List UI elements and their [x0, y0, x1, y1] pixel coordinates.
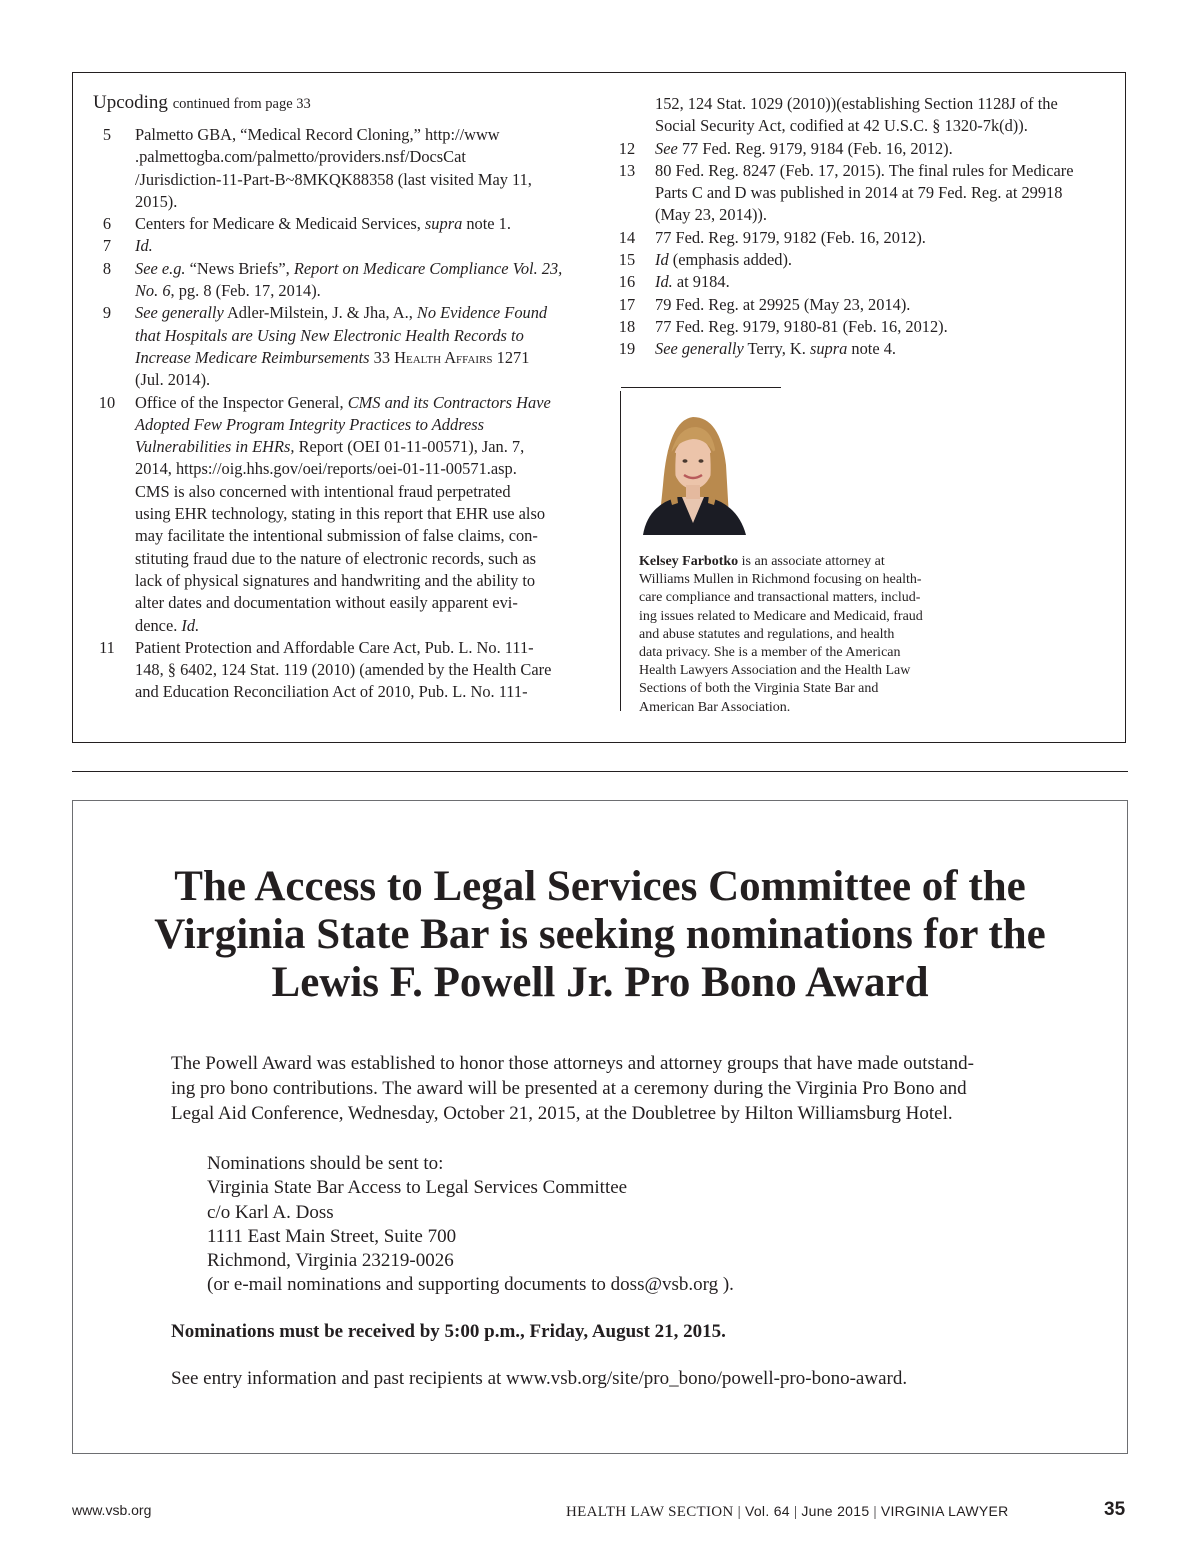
author-photo — [638, 405, 748, 535]
address-line: Virginia State Bar Access to Legal Services Committee — [207, 1177, 628, 1199]
endnote-text: Office of the Inspector General, CMS and its Contractors Have Adopted Few Program Integrity Practices to Address Vulnerabilities in EHRs, Report (OEI 01-11-00571), Jan. 7, 2014, https://oig.hhs.gov/oei/reports/oei-01-11-00571.asp. CMS is also concerned with intentional fraud perpetrated using EHR technology, stating in this report that EHR use also may facilitate the intentional submission of false claims, con- stituting fraud due to the nature of electronic records, such as lack of physical signatures and handwriting and the ability to alter dates and documentation without easily apparent evi- dence. Id. — [135, 392, 551, 635]
endnote-text: 79 Fed. Reg. at 29925 (May 23, 2014). — [655, 294, 911, 314]
endnote-text: Palmetto GBA, “Medical Record Cloning,” http://www .palmettogba.com/palmetto/providers.nsf/DocsCat /Jurisdiction-11-Part-B~8MKQK88358 (last visited May 11, 2015). — [135, 125, 532, 211]
endnote-9 — [93, 302, 598, 391]
endnote-15 — [613, 249, 1113, 271]
award-description-line: ing pro bono contributions. The award will be presented at a ceremony during the Virginia Pro Bono and — [171, 1078, 967, 1099]
endnote-number: 17 — [618, 294, 636, 314]
endnote-continuation: 152, 124 Stat. 1029 (2010))(establishing Section 1128J of the Social Security Act, codified at 42 U.S.C. § 1320-7k(d)). — [655, 94, 1058, 136]
endnote-number: 11 — [99, 637, 115, 657]
author-portrait-image — [638, 405, 748, 535]
nomination-address — [207, 1152, 734, 1298]
endnote-number: 6 — [102, 214, 112, 234]
endnotes-box — [72, 72, 1126, 743]
endnote-text: 80 Fed. Reg. 8247 (Feb. 17, 2015). The final rules for Medicare Parts C and D was published in 2014 at 79 Fed. Reg. at 29918 (May 23, 2014)). — [655, 160, 1074, 225]
endnote-18 — [613, 316, 1113, 338]
endnote-text: Id. at 9184. — [655, 272, 730, 292]
address-line: c/o Karl A. Doss — [207, 1201, 334, 1223]
endnotes-right-column — [613, 93, 1113, 361]
endnote-number: 13 — [618, 160, 636, 180]
endnote-11 — [93, 637, 598, 704]
award-title — [73, 863, 1127, 1007]
endnote-10 — [93, 392, 598, 637]
address-line: Nominations should be sent to: — [207, 1153, 444, 1174]
award-description-line: The Powell Award was established to honor those attorneys and attorney groups that have made outstand- — [171, 1053, 974, 1074]
endnote-13 — [613, 160, 1113, 227]
award-description-line: Legal Aid Conference, Wednesday, October 21, 2015, at the Doubletree by Hilton Williamsburg Hotel. — [171, 1103, 953, 1124]
footer-separator: | — [737, 1504, 741, 1520]
endnote-list-right — [613, 138, 1113, 361]
endnote-number: 18 — [618, 316, 636, 336]
endnote-number: 8 — [102, 258, 112, 278]
endnote-8 — [93, 258, 598, 303]
endnote-text: See e.g. “News Briefs”, Report on Medicare Compliance Vol. 23, No. 6, pg. 8 (Feb. 17, 2014). — [135, 258, 563, 301]
footer-separator: | — [873, 1504, 877, 1520]
endnote-text: Patient Protection and Affordable Care Act, Pub. L. No. 111- 148, § 6402, 124 Stat. 119 (2010) (amended by the Health Care and Education Reconciliation Act of 2010, Pub. L. No. 111- — [135, 637, 552, 702]
endnote-number: 5 — [102, 125, 112, 144]
endnote-19 — [613, 338, 1113, 360]
endnote-number: 14 — [618, 227, 636, 247]
footer-publication — [566, 1503, 1009, 1521]
footer-separator: | — [793, 1504, 798, 1520]
endnote-text: Id. — [135, 236, 153, 256]
footer-volume: Vol. 64 — [744, 1503, 790, 1519]
endnote-number: 19 — [618, 339, 636, 359]
section-divider — [72, 771, 1128, 772]
endnote-text: 77 Fed. Reg. 9179, 9180-81 (Feb. 16, 2012). — [655, 316, 948, 336]
endnote-12 — [613, 138, 1113, 160]
author-bio — [639, 553, 969, 717]
endnote-number: 7 — [102, 236, 112, 256]
bio-top-rule — [621, 387, 781, 388]
endnote-list-left — [93, 124, 598, 704]
footer-website: www.vsb.org — [72, 1502, 152, 1518]
endnote-text: Centers for Medicare & Medicaid Services, supra note 1. — [135, 214, 511, 234]
endnote-text: See 77 Fed. Reg. 9179, 9184 (Feb. 16, 2012). — [655, 138, 953, 158]
endnotes-left-column — [93, 91, 598, 704]
continued-note: continued from page 33 — [172, 96, 311, 112]
endnotes-heading — [93, 91, 598, 116]
endnote-number: 12 — [618, 138, 636, 158]
address-line: 1111 East Main Street, Suite 700 — [207, 1225, 457, 1247]
endnote-text: 77 Fed. Reg. 9179, 9182 (Feb. 16, 2012). — [655, 227, 926, 247]
address-line: (or e-mail nominations and supporting documents to doss@vsb.org ). — [207, 1274, 734, 1296]
endnote-number: 16 — [618, 272, 636, 292]
endnote-14 — [613, 227, 1113, 249]
author-bio-text: is an associate attorney at Williams Mullen in Richmond focusing on health- care compliance and transactional matters, includ- ing issues related to Medicare and Medicaid, fraud and abuse statutes and regulations, and health data privacy. She is a member of the American Health Lawyers Association and the Health Law Sections of both the Virginia State Bar and American Bar Association. — [639, 554, 923, 715]
endnote-17 — [613, 294, 1113, 316]
award-description — [171, 1051, 1051, 1126]
endnote-number: 15 — [618, 250, 636, 270]
author-name: Kelsey Farbotko — [639, 554, 739, 569]
page-number: 35 — [1104, 1499, 1126, 1520]
nomination-deadline: Nominations must be received by 5:00 p.m., Friday, August 21, 2015. — [171, 1321, 726, 1342]
endnote-number: 10 — [98, 392, 116, 412]
footer-section: HEALTH LAW SECTION — [566, 1504, 734, 1520]
award-title-line: Virginia State Bar is seeking nominations for the — [154, 911, 1046, 958]
entry-info: See entry information and past recipients at www.vsb.org/site/pro_bono/powell-pro-bono-award. — [171, 1368, 908, 1389]
award-title-line: The Access to Legal Services Committee of the — [174, 863, 1026, 910]
address-line: Richmond, Virginia 23219-0026 — [207, 1250, 454, 1272]
endnote-text: See generally Terry, K. supra note 4. — [655, 339, 897, 359]
endnote-7 — [93, 235, 598, 257]
endnote-6 — [93, 213, 598, 235]
footer-magazine: VIRGINIA LAWYER — [880, 1503, 1009, 1519]
endnote-number: 9 — [102, 303, 112, 323]
footer-date: June 2015 — [801, 1503, 870, 1519]
award-announcement-box — [72, 800, 1128, 1454]
bio-side-rule — [620, 391, 621, 711]
article-title: Upcoding — [93, 92, 168, 113]
endnote-text: Id (emphasis added). — [655, 250, 793, 270]
endnote-5 — [93, 124, 598, 213]
endnote-16 — [613, 271, 1113, 293]
award-title-line: Lewis F. Powell Jr. Pro Bono Award — [271, 959, 929, 1006]
endnote-text: See generally Adler-Milstein, J. & Jha, A., No Evidence Found that Hospitals are Using New Electronic Health Records to Increase Medicare Reimbursements 33 Health Affairs 1271 (Jul. 2014). — [135, 303, 548, 390]
